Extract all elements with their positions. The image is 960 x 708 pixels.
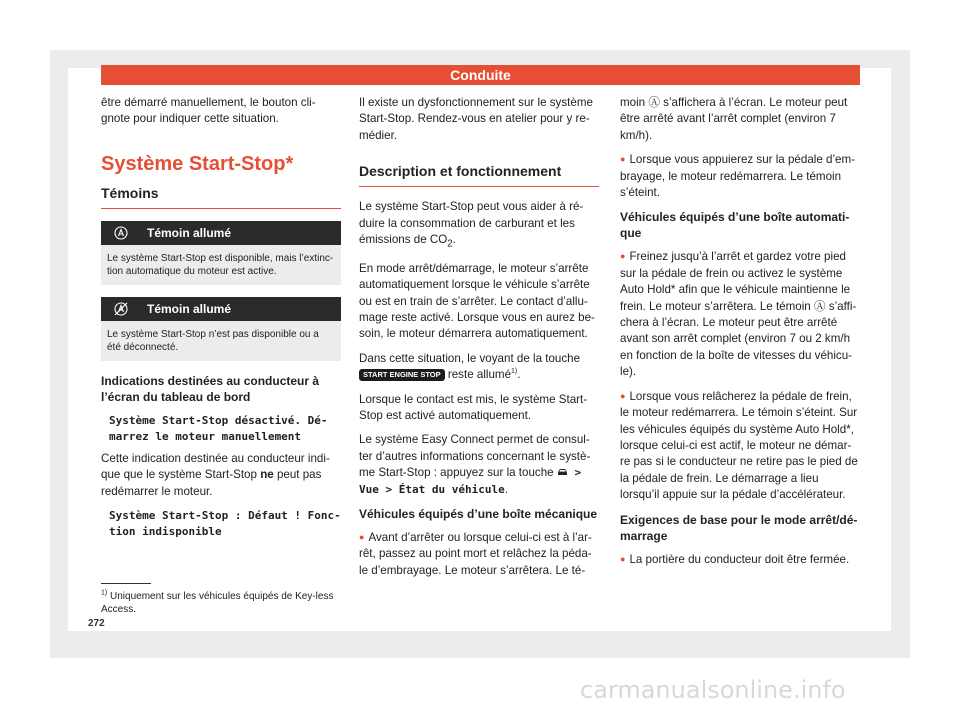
list-item: ● Freinez jusqu’à l’arrêt et gardez votre pied sur la pédale de frein ou activez le système Auto Hold* afin que le véhicule maintienne le frein. Le moteur s’arrêtera. Le témoin Ⓐ s’affi-chera à l’écran. Le moteur peut être arrêté avant son arrêt complet (environ 7 ou 2 km/h en fonction de la boîte de vitesses du véhicu-le).: [620, 249, 860, 380]
paragraph: En mode arrêt/démarrage, le moteur s’arrête automatiquement lorsque le véhicule s’arrête ou est en train de s’arrêter. Le contact d’allu-mage reste activé. Lorsque vous en aurez be-soin, le moteur démarrera automatiquement.: [359, 261, 595, 341]
section-title: Système Start-Stop*: [101, 152, 294, 175]
start-stop-icon: [101, 226, 141, 240]
warning-text: Le système Start-Stop est disponible, mais l’extinc-tion automatique du moteur est active.: [101, 245, 341, 285]
display-message-2: Système Start-Stop : Défaut ! Fonc-tion indisponible: [109, 509, 341, 539]
warning-text: Le système Start-Stop n’est pas disponible ou a été déconnecté.: [101, 321, 341, 361]
indication-text: Cette indication destinée au conducteur indi-que que le système Start-Stop ne peut pas redémarrer le moteur.: [101, 451, 330, 498]
column-2: [359, 95, 599, 587]
display-message-1: Système Start-Stop désactivé. Dé-marrez le moteur manuellement: [109, 413, 328, 443]
start-stop-off-icon: [101, 301, 141, 317]
warning-header: [101, 297, 341, 321]
footnote-divider: [101, 583, 151, 584]
chapter-header: Conduite: [101, 65, 860, 85]
list-item: ● Avant d’arrêter ou lorsque celui-ci est à l’ar-rêt, passez au point mort et relâchez la péda-le d’embrayage. Le moteur s’arrêtera. Le té-: [359, 530, 599, 579]
requirements-title: Exigences de base pour le mode arrêt/dé-marrage: [620, 512, 858, 543]
paragraph: Lorsque le contact est mis, le système Start-Stop est activé automatiquement.: [359, 392, 588, 422]
column-3: [620, 95, 860, 576]
subsection-title-temoins: Témoins: [101, 184, 341, 209]
paragraph: Le système Easy Connect permet de consul-ter d’autres informations concernant le systè-me Start-Stop : appuyez sur la touche > Vue > État du véhicule.: [359, 433, 591, 496]
list-item: ● Lorsque vous appuierez sur la pédale d’em-brayage, le moteur redémarrera. Le témoin s’éteint.: [620, 152, 860, 201]
warning-label: Témoin allumé: [147, 301, 232, 316]
column-1: [101, 95, 341, 546]
watermark: carmanualsonline.info: [580, 676, 846, 704]
paragraph: Dans cette situation, le voyant de la touche START ENGINE STOP reste allumé$^{1)}$.: [359, 351, 581, 382]
warning-header: [101, 221, 341, 245]
warning-label: Témoin allumé: [147, 225, 232, 240]
intro-text: être démarré manuellement, le bouton cli-gnote pour indiquer cette situation.: [101, 96, 316, 126]
page-number: 272: [88, 618, 105, 629]
manual-gearbox-title: Véhicules équipés d’une boîte mécanique: [359, 507, 598, 522]
paragraph: Il existe un dysfonctionnement sur le système Start-Stop. Rendez-vous en atelier pour y re-médier.: [359, 96, 593, 142]
footnote: $^{1)}$ Uniquement sur les véhicules équipés de Key-less Access.: [101, 589, 334, 615]
start-engine-stop-button-icon: START ENGINE STOP: [359, 369, 445, 381]
automatic-gearbox-title: Véhicules équipés d’une boîte automati-que: [620, 210, 850, 241]
list-item: ● Lorsque vous relâcherez la pédale de frein, le moteur redémarrera. Le témoin s’éteint. Sur les véhicules équipés du système Auto Hold*, lorsque celui-ci est actif, le moteur ne démar-re pas si le conducteur ne retire pas le pied de la pédale de frein. Le démarrage a lieu lorsqu’il appuie sur la pédale d’accélérateur.: [620, 389, 860, 504]
paragraph: moin Ⓐ s’affichera à l’écran. Le moteur peut être arrêté avant l’arrêt complet (environ 7 km/h).: [620, 96, 848, 142]
indications-title: Indications destinées au conducteur à l’écran du tableau de bord: [101, 373, 320, 404]
subsection-title-description: Description et fonctionnement: [359, 162, 599, 187]
list-item: ● La portière du conducteur doit être fermée.: [620, 552, 860, 568]
warning-box-start-stop-off: [101, 297, 341, 361]
warning-box-start-stop: [101, 221, 341, 285]
car-icon: [557, 466, 568, 479]
paragraph: Le système Start-Stop peut vous aider à ré-duire la consommation de carburant et les émissions de $CO_2$.: [359, 200, 584, 250]
